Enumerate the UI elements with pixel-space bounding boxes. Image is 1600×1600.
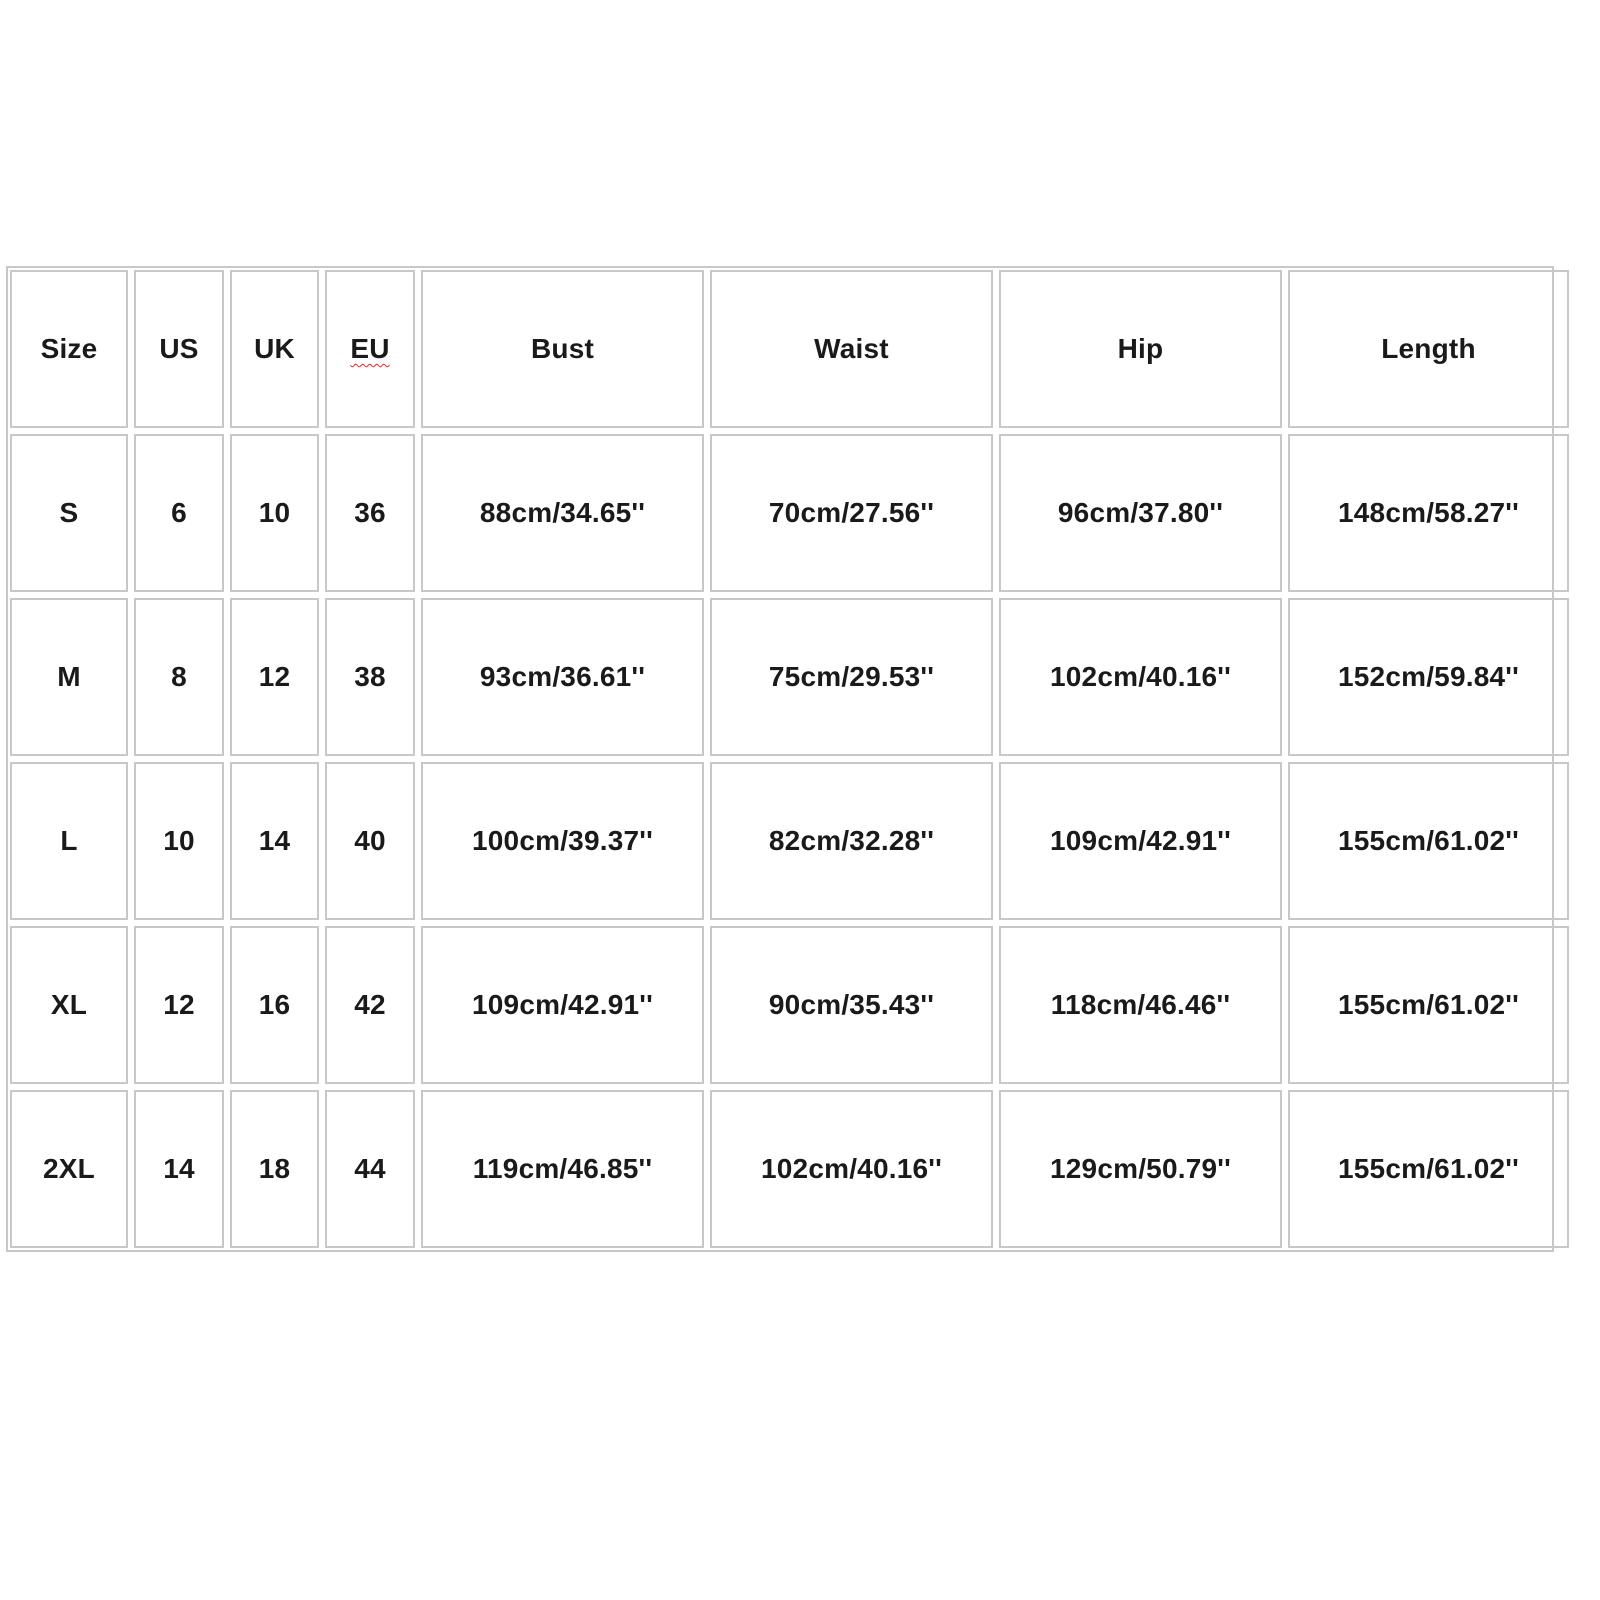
cell-length: 152cm/59.84'': [1288, 598, 1569, 756]
cell-size: XL: [10, 926, 128, 1084]
cell-us: 10: [134, 762, 224, 920]
cell-eu: 44: [325, 1090, 415, 1248]
cell-length: 155cm/61.02'': [1288, 762, 1569, 920]
header-label: UK: [254, 333, 295, 364]
cell-bust: 88cm/34.65'': [421, 434, 704, 592]
cell-uk: 12: [230, 598, 319, 756]
cell-bust: 119cm/46.85'': [421, 1090, 704, 1248]
cell-waist: 70cm/27.56'': [710, 434, 993, 592]
cell-uk: 10: [230, 434, 319, 592]
header-label: US: [159, 333, 199, 364]
cell-waist: 90cm/35.43'': [710, 926, 993, 1084]
cell-waist: 102cm/40.16'': [710, 1090, 993, 1248]
cell-waist: 82cm/32.28'': [710, 762, 993, 920]
header-us: [134, 270, 224, 428]
header-hip: [999, 270, 1282, 428]
cell-us: 6: [134, 434, 224, 592]
cell-hip: 129cm/50.79'': [999, 1090, 1282, 1248]
header-bust: [421, 270, 704, 428]
cell-uk: 14: [230, 762, 319, 920]
header-label: Size: [40, 333, 98, 364]
size-chart-table: [6, 266, 1554, 1252]
cell-us: 14: [134, 1090, 224, 1248]
cell-eu: 42: [325, 926, 415, 1084]
cell-size: 2XL: [10, 1090, 128, 1248]
cell-eu: 38: [325, 598, 415, 756]
header-uk: [230, 270, 319, 428]
header-eu: [325, 270, 415, 428]
cell-eu: 40: [325, 762, 415, 920]
cell-size: M: [10, 598, 128, 756]
cell-length: 155cm/61.02'': [1288, 1090, 1569, 1248]
header-length: [1288, 270, 1569, 428]
cell-hip: 102cm/40.16'': [999, 598, 1282, 756]
header-label: Waist: [814, 333, 889, 364]
header-label: Bust: [530, 333, 595, 364]
cell-us: 12: [134, 926, 224, 1084]
header-waist: [710, 270, 993, 428]
header-label: Hip: [1117, 333, 1164, 364]
cell-length: 148cm/58.27'': [1288, 434, 1569, 592]
cell-size: S: [10, 434, 128, 592]
header-label: Length: [1381, 333, 1476, 364]
cell-hip: 109cm/42.91'': [999, 762, 1282, 920]
header-label: EU: [350, 333, 390, 364]
cell-hip: 118cm/46.46'': [999, 926, 1282, 1084]
cell-uk: 16: [230, 926, 319, 1084]
cell-bust: 100cm/39.37'': [421, 762, 704, 920]
cell-us: 8: [134, 598, 224, 756]
cell-eu: 36: [325, 434, 415, 592]
cell-size: L: [10, 762, 128, 920]
cell-hip: 96cm/37.80'': [999, 434, 1282, 592]
cell-bust: 109cm/42.91'': [421, 926, 704, 1084]
header-size: [10, 270, 128, 428]
cell-waist: 75cm/29.53'': [710, 598, 993, 756]
cell-length: 155cm/61.02'': [1288, 926, 1569, 1084]
cell-bust: 93cm/36.61'': [421, 598, 704, 756]
cell-uk: 18: [230, 1090, 319, 1248]
